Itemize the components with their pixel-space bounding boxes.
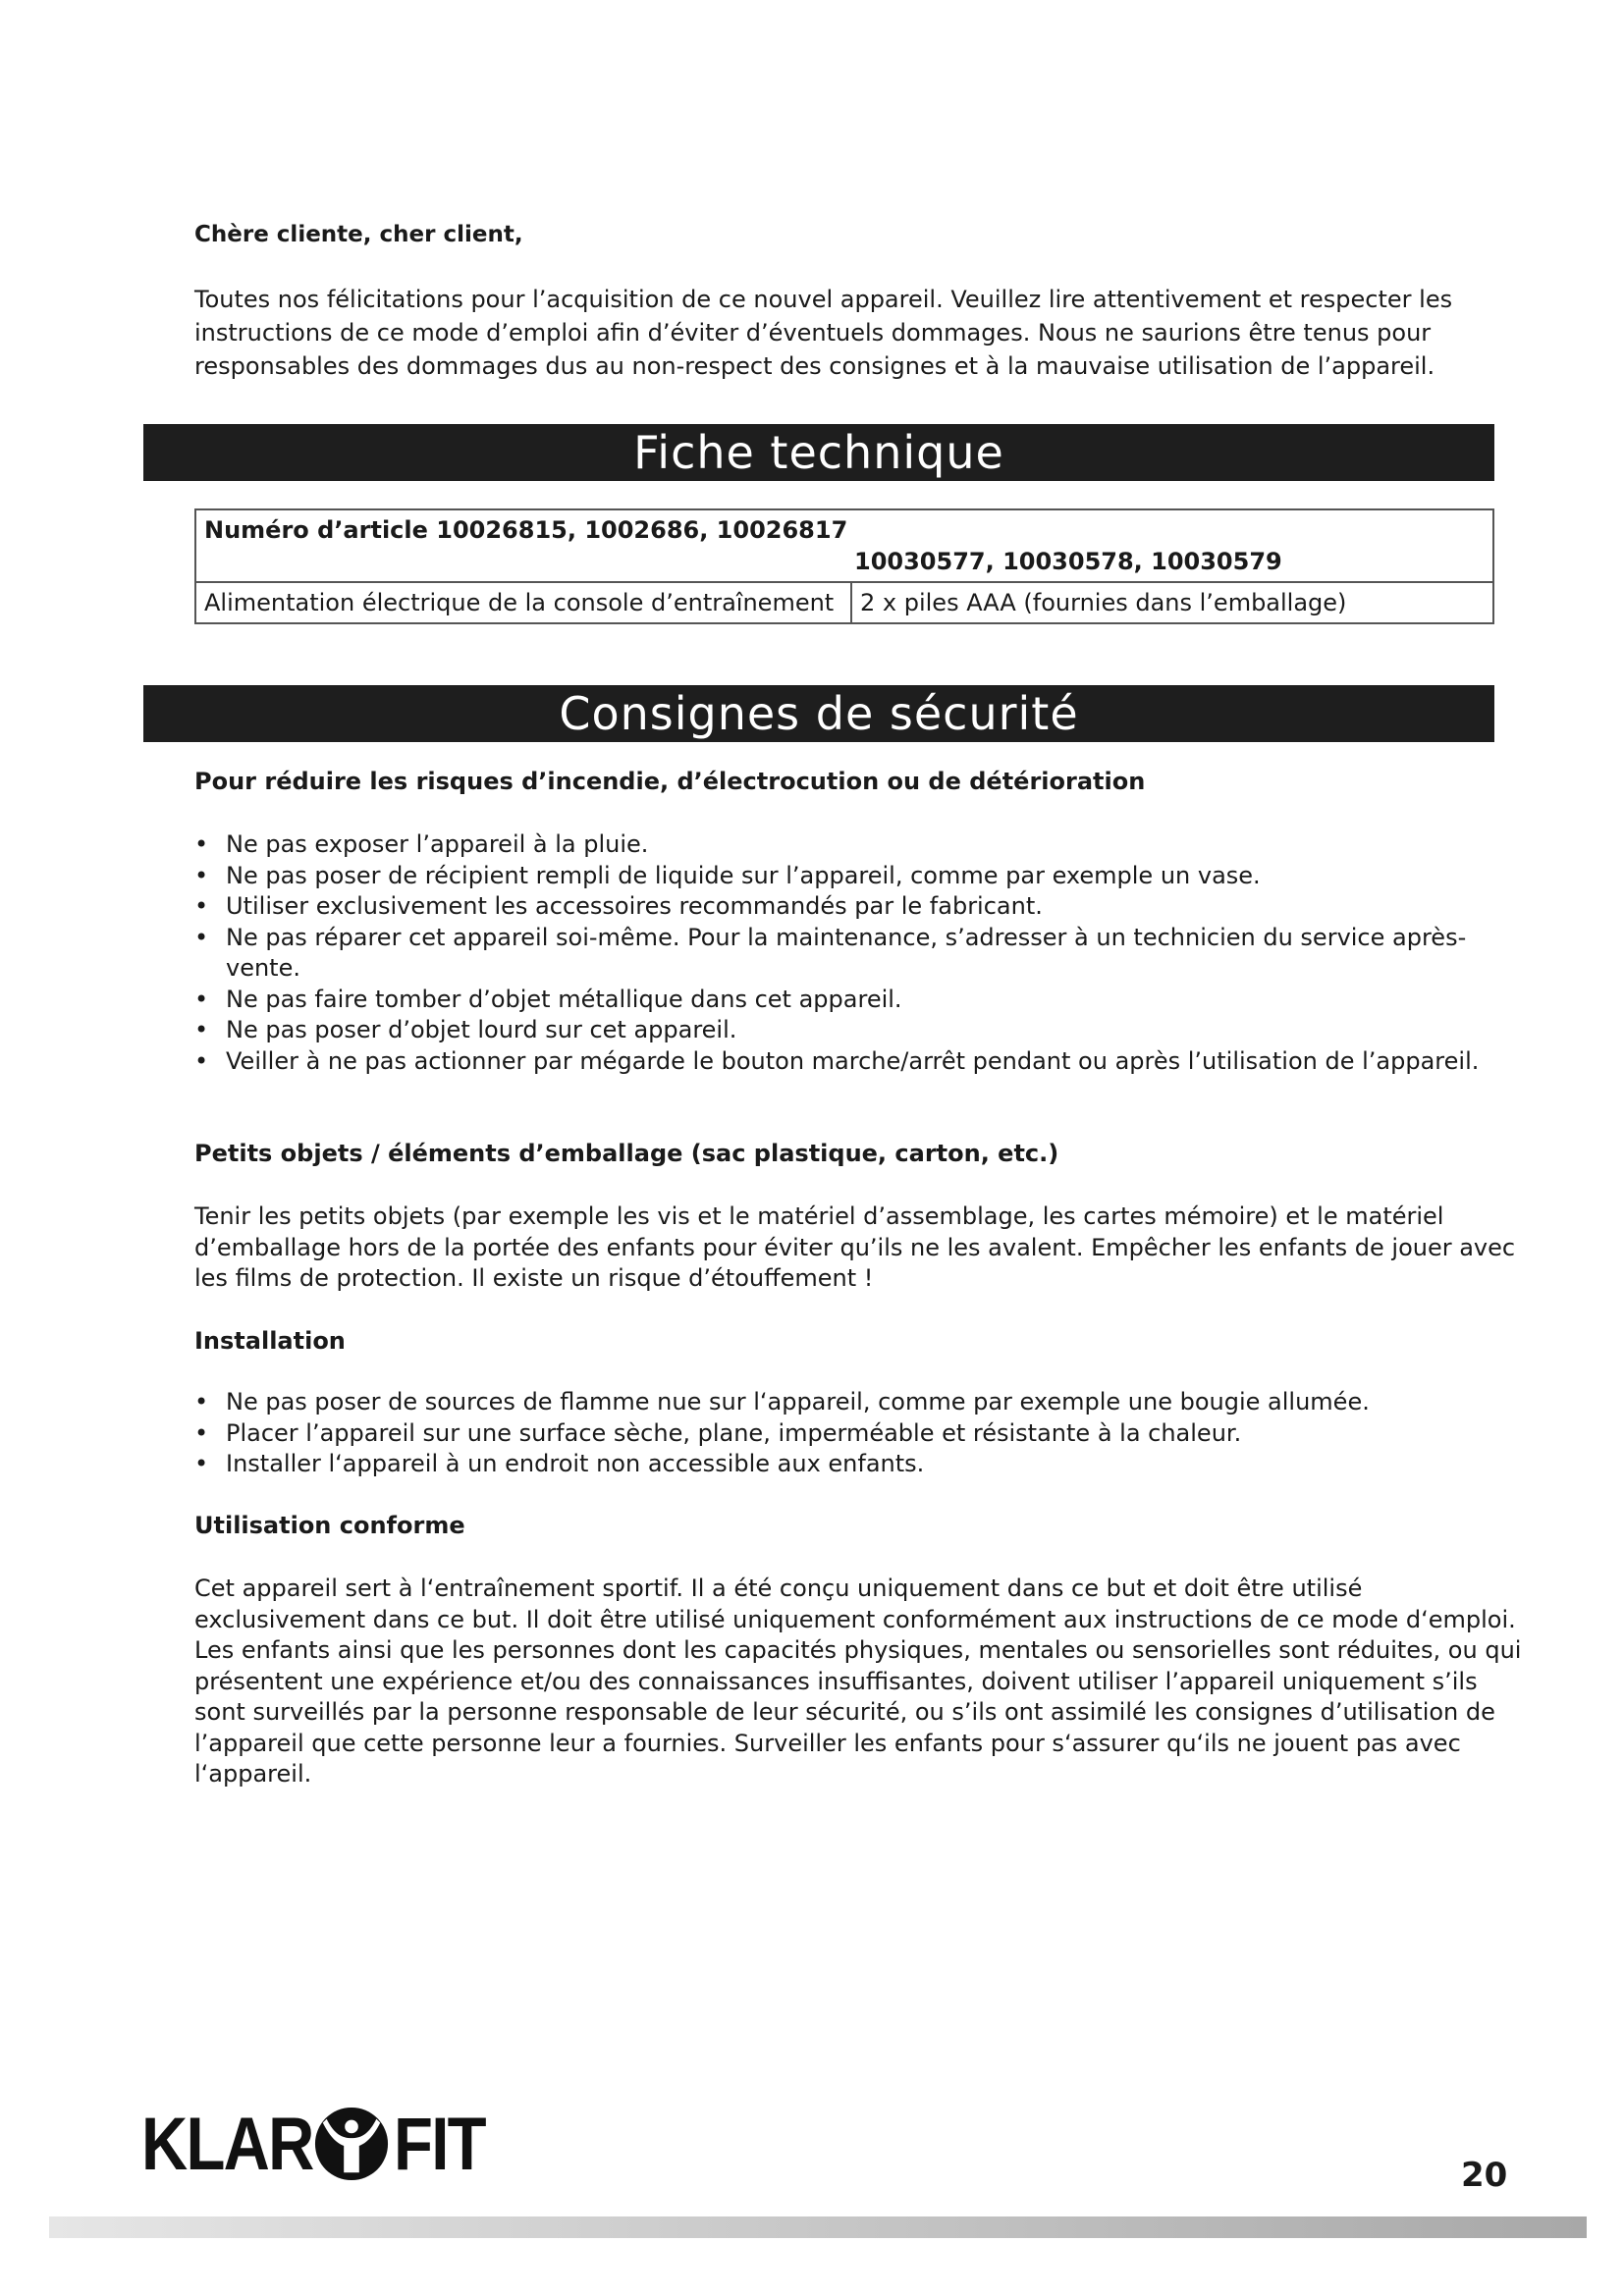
petits-objets-heading: Petits objets / éléments d’emballage (sac plastique, carton, etc.) bbox=[194, 1140, 1059, 1167]
utilisation-heading: Utilisation conforme bbox=[194, 1512, 465, 1539]
list-item: • Placer l’appareil sur une surface sèche, plane, imperméable et résistante à la chaleur. bbox=[194, 1418, 1530, 1450]
logo-word-right: FIT bbox=[394, 2102, 485, 2186]
fiche-technique-heading: Fiche technique bbox=[143, 424, 1494, 481]
klarfit-logo bbox=[141, 2102, 500, 2186]
spec-row-power bbox=[195, 582, 1493, 623]
page-number: 20 bbox=[1461, 2156, 1508, 2195]
person-emblem-icon bbox=[313, 2106, 390, 2182]
spec-table bbox=[194, 508, 1494, 624]
risques-heading: Pour réduire les risques d’incendie, d’électrocution ou de détérioration bbox=[194, 768, 1146, 795]
risques-list bbox=[194, 829, 1530, 1077]
list-item: • Ne pas poser de récipient rempli de liquide sur l’appareil, comme par exemple un vase. bbox=[194, 861, 1530, 892]
utilisation-paragraph: Cet appareil sert à l‘entraînement sportif. Il a été conçu uniquement dans ce but et doit être utilisé exclusivement dans ce but. Il doit être utilisé uniquement conformément aux instructions de ce mode d‘emploi. Les enfants ainsi que les personnes dont les capacités physiques, mentales ou sensorielles sont réduites, ou qui présentent une expérience et/ou des connaissances insuffisantes, doivent utiliser l’appareil uniquement s’ils sont surveillés par la personne responsable de leur sécurité, ou s’ils ont assimilé les consignes d’utilisation de l’appareil que cette personne leur a fournies. Surveiller les enfants pour s‘assurer qu‘ils ne jouent pas avec l‘appareil. bbox=[194, 1575, 1522, 1788]
article-number-cell bbox=[195, 509, 1493, 582]
consignes-securite-heading: Consignes de sécurité bbox=[143, 685, 1494, 742]
petits-objets-paragraph: Tenir les petits objets (par exemple les vis et le matériel d’assemblage, les cartes mémoire) et le matériel d’emballage hors de la portée des enfants pour éviter qu’ils ne les avalent. Empêcher les enfants de jouer avec les films de protection. Il existe un risque d’étouffement ! bbox=[194, 1202, 1516, 1292]
list-item: • Ne pas réparer cet appareil soi-même. Pour la maintenance, s’adresser à un technicien du service après-vente. bbox=[194, 923, 1530, 985]
article-number-line-2: 10030577, 10030578, 10030579 bbox=[854, 548, 1282, 575]
list-item: • Ne pas poser de sources de flamme nue sur l‘appareil, comme par exemple une bougie allumée. bbox=[194, 1387, 1530, 1418]
installation-heading: Installation bbox=[194, 1327, 346, 1355]
list-item: • Ne pas faire tomber d’objet métallique dans cet appareil. bbox=[194, 985, 1530, 1016]
list-item: • Ne pas poser d’objet lourd sur cet appareil. bbox=[194, 1015, 1530, 1046]
power-value-cell: 2 x piles AAA (fournies dans l’emballage) bbox=[851, 582, 1493, 623]
installation-list bbox=[194, 1387, 1530, 1480]
list-item: • Installer l‘appareil à un endroit non accessible aux enfants. bbox=[194, 1449, 1530, 1480]
power-label-cell: Alimentation électrique de la console d’entraînement bbox=[195, 582, 851, 623]
footer-bar bbox=[49, 2216, 1587, 2238]
list-item: • Utiliser exclusivement les accessoires recommandés par le fabricant. bbox=[194, 891, 1530, 923]
list-item: • Ne pas exposer l’appareil à la pluie. bbox=[194, 829, 1530, 861]
logo-word-left: KLAR bbox=[141, 2102, 313, 2186]
greeting: Chère cliente, cher client, bbox=[194, 222, 523, 247]
spec-row-article bbox=[195, 509, 1493, 582]
intro-paragraph: Toutes nos félicitations pour l’acquisition de ce nouvel appareil. Veuillez lire attentivement et respecter les instructions de ce mode d’emploi afin d’éviter d’éventuels dommages. Nous ne saurions être tenus pour responsables des dommages dus au non-respect des consignes et à la mauvaise utilisation de l’appareil. bbox=[194, 286, 1453, 380]
article-number-line-1: Numéro d’article 10026815, 1002686, 10026817 bbox=[204, 516, 848, 544]
list-item: • Veiller à ne pas actionner par mégarde le bouton marche/arrêt pendant ou après l’utilisation de l’appareil. bbox=[194, 1046, 1530, 1078]
